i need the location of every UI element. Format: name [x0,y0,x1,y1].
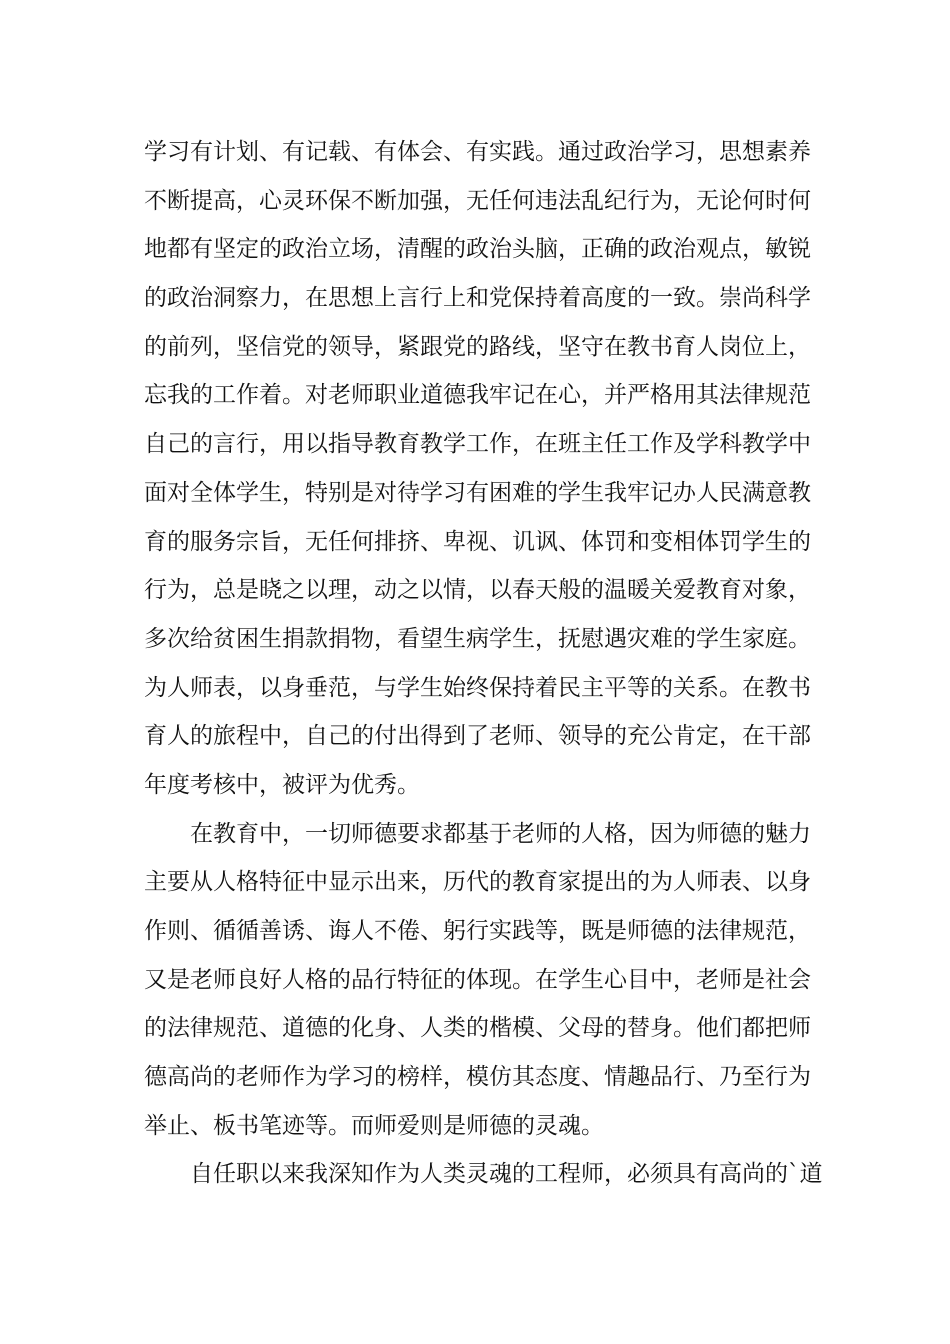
text-line: 的法律规范、道德的化身、人类的楷模、父母的替身。他们都把师 [144,1015,811,1042]
paragraph-first-line: 在教育中，一切师德要求都基于老师的人格，因为师德的魅力 [190,820,811,847]
text-line: 育人的旅程中，自己的付出得到了老师、领导的充公肯定，在干部 [144,723,811,750]
text-line: 育的服务宗旨，无任何排挤、卑视、讥讽、体罚和变相体罚学生的 [144,528,811,555]
text-line: 地都有坚定的政治立场，清醒的政治头脑，正确的政治观点，敏锐 [144,236,811,263]
text-line: 年度考核中，被评为优秀。 [144,771,420,798]
text-line: 自己的言行，用以指导教育教学工作，在班主任工作及学科教学中 [144,431,811,458]
text-line: 作则、循循善诱、诲人不倦、躬行实践等，既是师德的法律规范， [144,918,811,944]
text-line: 面对全体学生，特别是对待学习有困难的学生我牢记办人民满意教 [144,479,811,506]
text-line: 的政治洞察力，在思想上言行上和党保持着高度的一致。崇尚科学 [144,285,811,312]
body-text [144,128,823,1199]
text-line: 学习有计划、有记载、有体会、有实践。通过政治学习，思想素养 [144,139,811,165]
text-line: 不断提高，心灵环保不断加强，无任何违法乱纪行为，无论何时何 [144,187,811,214]
text-line: 多次给贫困生捐款捐物，看望生病学生，抚慰遇灾难的学生家庭。 [144,625,811,652]
text-line: 又是老师良好人格的品行特征的体现。在学生心目中，老师是社会 [144,966,811,993]
paragraph-first-line: 自任职以来我深知作为人类灵魂的工程师，必须具有高尚的`道 [190,1161,823,1188]
text-line: 德高尚的老师作为学习的榜样，模仿其态度、情趣品行、乃至行为 [144,1064,811,1091]
text-line: 忘我的工作着。对老师职业道德我牢记在心，并严格用其法律规范 [144,382,811,409]
text-line: 行为，总是晓之以理，动之以情，以春天般的温暖关爱教育对象， [144,577,811,604]
text-line: 的前列，坚信党的领导，紧跟党的路线，坚守在教书育人岗位上， [144,333,811,360]
text-line: 主要从人格特征中显示出来，历代的教育家提出的为人师表、以身 [144,869,811,896]
text-line: 举止、板书笔迹等。而师爱则是师德的灵魂。 [144,1112,604,1139]
text-line: 为人师表，以身垂范，与学生始终保持着民主平等的关系。在教书 [144,674,811,701]
